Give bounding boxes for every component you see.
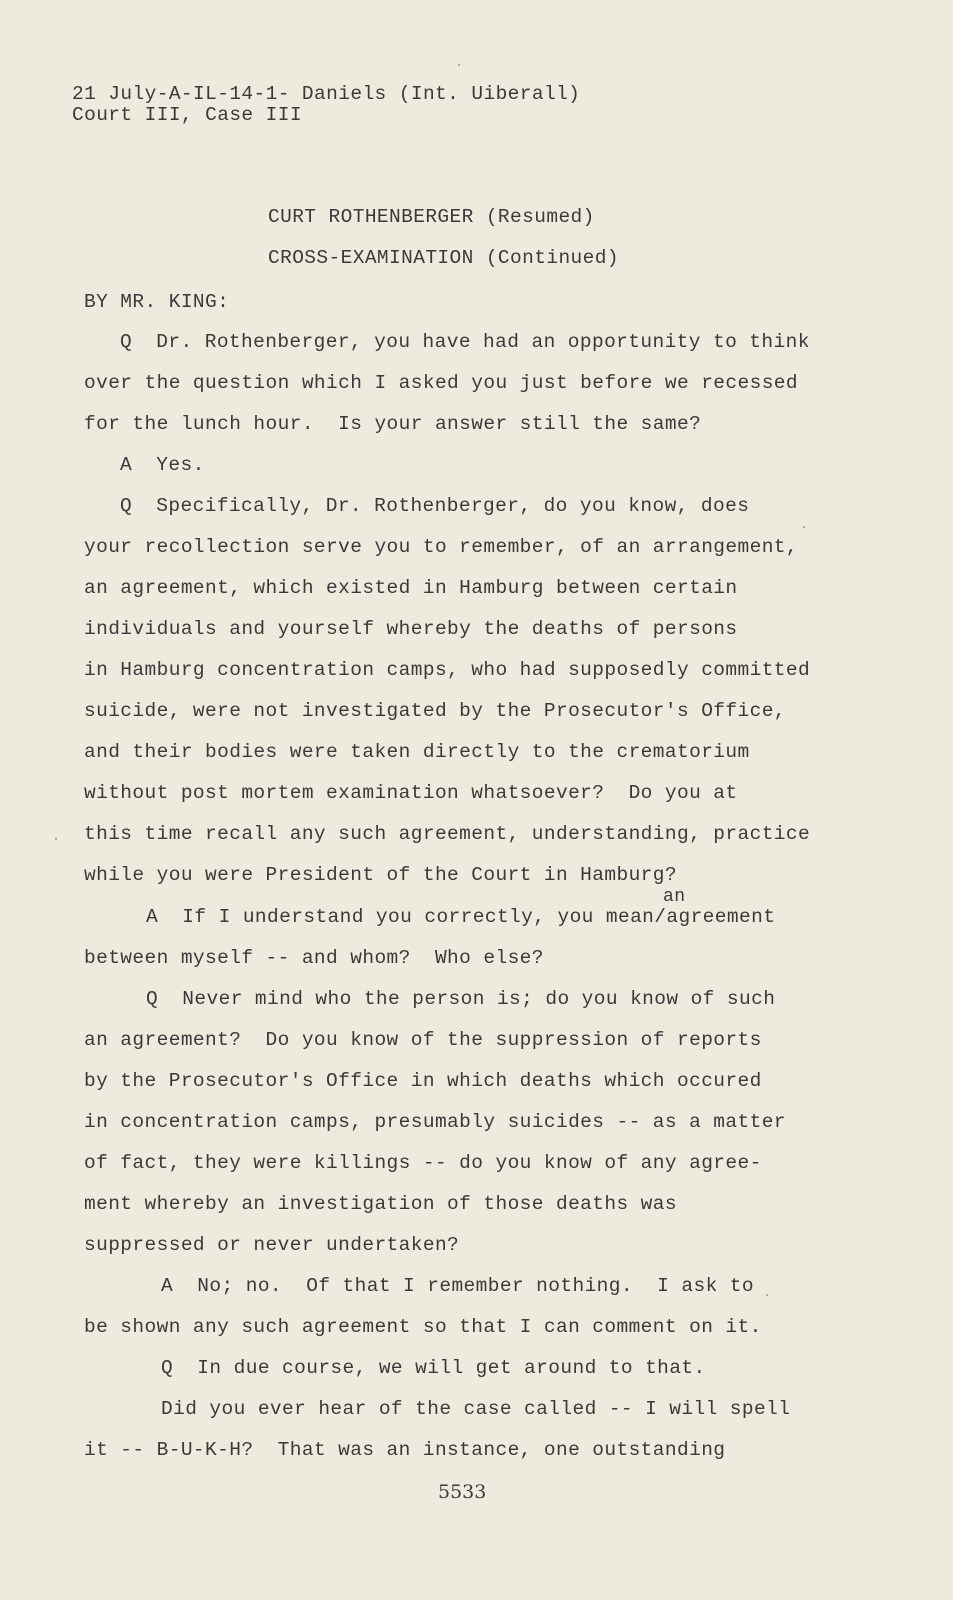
- examination-title: CROSS-EXAMINATION (Continued): [268, 247, 619, 269]
- question-2-line-1: Q Specifically, Dr. Rothenberger, do you know, does: [120, 495, 750, 517]
- header-line-2: Court III, Case III: [72, 104, 302, 126]
- handwritten-insertion: an: [663, 887, 686, 907]
- question-2-line-6: suicide, were not investigated by the Prosecutor's Office,: [84, 700, 786, 722]
- question-3-line-7: suppressed or never undertaken?: [84, 1234, 460, 1256]
- answer-2-line-1: A If I understand you correctly, you mean/agreement: [146, 906, 776, 928]
- question-1-line-2: over the question which I asked you just before we recessed: [84, 372, 799, 394]
- witness-title: CURT ROTHENBERGER (Resumed): [268, 206, 595, 228]
- answer-3-line-2: be shown any such agreement so that I can comment on it.: [84, 1316, 762, 1338]
- question-3-line-4: in concentration camps, presumably suicides -- as a matter: [84, 1111, 786, 1133]
- paper-speck: [458, 64, 460, 66]
- question-2-line-7: and their bodies were taken directly to the crematorium: [84, 741, 750, 763]
- question-3-line-1: Q Never mind who the person is; do you know of such: [146, 988, 776, 1010]
- question-2-line-9: this time recall any such agreement, understanding, practice: [84, 823, 811, 845]
- question-1-line-1: Q Dr. Rothenberger, you have had an opportunity to think: [120, 331, 810, 353]
- header-line-1: 21 July-A-IL-14-1- Daniels (Int. Uiberall): [72, 83, 581, 105]
- answer-1: A Yes.: [120, 454, 205, 476]
- paper-speck: [803, 526, 805, 528]
- question-3-line-5: of fact, they were killings -- do you know of any agree-: [84, 1152, 762, 1174]
- question-3-line-2: an agreement? Do you know of the suppression of reports: [84, 1029, 762, 1051]
- page-number: 5533: [438, 1481, 487, 1503]
- question-2-line-2: your recollection serve you to remember, of an arrangement,: [84, 536, 799, 558]
- question-2-line-4: individuals and yourself whereby the deaths of persons: [84, 618, 738, 640]
- examiner-label: BY MR. KING:: [84, 291, 230, 313]
- question-2-line-3: an agreement, which existed in Hamburg between certain: [84, 577, 738, 599]
- answer-3-line-1: A No; no. Of that I remember nothing. I ask to: [161, 1275, 754, 1297]
- question-2-line-5: in Hamburg concentration camps, who had supposedly committed: [84, 659, 811, 681]
- question-2-line-8: without post mortem examination whatsoever? Do you at: [84, 782, 738, 804]
- question-3-line-3: by the Prosecutor's Office in which deaths which occured: [84, 1070, 762, 1092]
- question-2-line-10: while you were President of the Court in Hamburg?: [84, 864, 677, 886]
- question-5-line-2: it -- B-U-K-H? That was an instance, one outstanding: [84, 1439, 726, 1461]
- question-4: Q In due course, we will get around to that.: [161, 1357, 706, 1379]
- answer-2-line-2: between myself -- and whom? Who else?: [84, 947, 544, 969]
- paper-speck: [55, 838, 57, 840]
- question-1-line-3: for the lunch hour. Is your answer still the same?: [84, 413, 702, 435]
- question-3-line-6: ment whereby an investigation of those deaths was: [84, 1193, 677, 1215]
- question-5-line-1: Did you ever hear of the case called -- I will spell: [161, 1398, 791, 1420]
- paper-speck: [766, 1294, 768, 1296]
